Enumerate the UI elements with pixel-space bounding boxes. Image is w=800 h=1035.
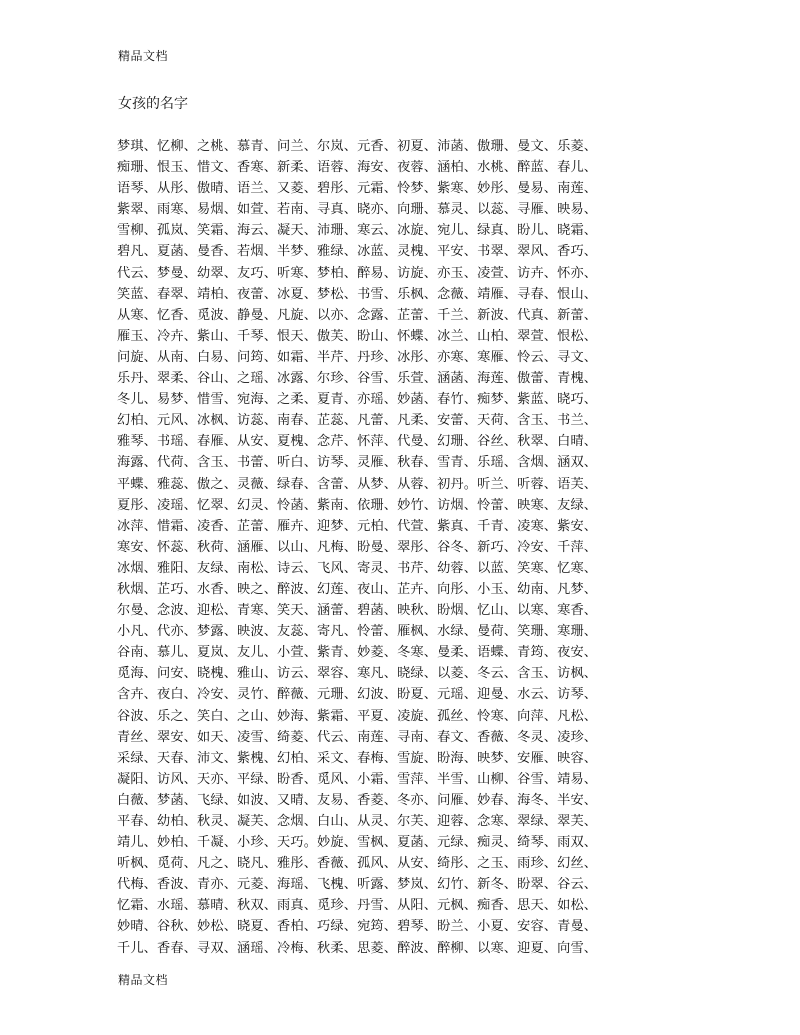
names-line: 尔曼、念波、迎松、青寒、笑天、涵蕾、碧菡、映秋、盼烟、忆山、以寒、寒香、 — [117, 603, 598, 619]
names-line: 雪柳、孤岚、笑霜、海云、凝天、沛珊、寒云、冰旋、宛儿、绿真、盼儿、晓霜、 — [117, 223, 598, 239]
names-line: 平春、幼柏、秋灵、凝芙、念烟、白山、从灵、尔芙、迎蓉、念寒、翠绿、翠芙、 — [117, 814, 598, 829]
names-line: 忆霜、水瑶、慕晴、秋双、雨真、觅珍、丹雪、从阳、元枫、痴香、思天、如松、 — [117, 898, 598, 914]
names-line: 听枫、觅荷、凡之、晓凡、雅彤、香薇、孤风、从安、绮彤、之玉、雨珍、幻丝、 — [117, 856, 598, 872]
names-line: 平蝶、雅蕊、傲之、灵薇、绿春、含蕾、从梦、从蓉、初丹。听兰、听蓉、语芙、 — [117, 476, 598, 492]
names-line: 紫翠、雨寒、易烟、如萱、若南、寻真、晓亦、向珊、慕灵、以蕊、寻雁、映易、 — [117, 202, 598, 218]
names-line: 雅琴、书瑶、春雁、从安、夏槐、念芹、怀萍、代曼、幻珊、谷丝、秋翠、白晴、 — [117, 434, 598, 450]
names-line: 冰萍、惜霜、凌香、芷蕾、雁卉、迎梦、元柏、代萱、紫真、千青、凌寒、紫安、 — [117, 518, 598, 534]
names-list — [117, 136, 685, 959]
names-line: 从寒、忆香、觅波、静曼、凡旋、以亦、念露、芷蕾、千兰、新波、代真、新蕾、 — [117, 307, 598, 323]
names-line: 痴珊、恨玉、惜文、香寒、新柔、语蓉、海安、夜蓉、涵柏、水桃、醉蓝、春儿、 — [117, 160, 598, 176]
names-line: 觅海、问安、晓槐、雅山、访云、翠容、寒凡、晓绿、以菱、冬云、含玉、访枫、 — [117, 666, 598, 682]
names-line: 雁玉、冷卉、紫山、千琴、恨天、傲芙、盼山、怀蝶、冰兰、山柏、翠萱、恨松、 — [117, 328, 598, 344]
names-line: 小凡、代亦、梦露、映波、友蕊、寄凡、怜蕾、雁枫、水绿、曼荷、笑珊、寒珊、 — [117, 624, 598, 640]
names-line: 代梅、香波、青亦、元菱、海瑶、飞槐、听露、梦岚、幻竹、新冬、盼翠、谷云、 — [117, 877, 598, 893]
names-line: 采绿、天春、沛文、紫槐、幻柏、采文、春梅、雪旋、盼海、映梦、安雁、映容、 — [117, 750, 598, 766]
names-line: 夏彤、凌瑶、忆翠、幻灵、怜菡、紫南、依珊、妙竹、访烟、怜蕾、映寒、友绿、 — [117, 497, 598, 513]
names-line: 海露、代荷、含玉、书蕾、听白、访琴、灵雁、秋春、雪青、乐瑶、含烟、涵双、 — [117, 455, 598, 471]
document-title: 女孩的名字 — [118, 96, 188, 112]
page-header: 精品文档 — [118, 49, 169, 63]
names-line: 白薇、梦菡、飞绿、如波、又晴、友易、香菱、冬亦、问雁、妙春、海冬、半安、 — [117, 792, 598, 808]
names-line: 谷波、乐之、笑白、之山、妙海、紫霜、平夏、凌旋、孤丝、怜寒、向萍、凡松、 — [117, 708, 598, 724]
names-line: 乐丹、翠柔、谷山、之瑶、冰露、尔珍、谷雪、乐萱、涵菡、海莲、傲蕾、青槐、 — [117, 371, 598, 387]
names-line: 碧凡、夏菡、曼香、若烟、半梦、雅绿、冰蓝、灵槐、平安、书翠、翠风、香巧、 — [117, 244, 598, 260]
names-line: 青丝、翠安、如天、凌雪、绮菱、代云、南莲、寻南、春文、香薇、冬灵、凌珍、 — [117, 729, 598, 745]
page-footer: 精品文档 — [118, 973, 169, 987]
names-line: 靖儿、妙柏、千凝、小珍、天巧。妙旋、雪枫、夏菡、元绿、痴灵、绮琴、雨双、 — [117, 835, 598, 851]
names-line: 语琴、从彤、傲晴、语兰、又菱、碧彤、元霜、怜梦、紫寒、妙彤、曼易、南莲、 — [117, 181, 598, 197]
names-line: 代云、梦曼、幼翠、友巧、听寒、梦柏、醉易、访旋、亦玉、凌萱、访卉、怀亦、 — [117, 265, 598, 281]
names-line: 幻柏、元风、冰枫、访蕊、南春、芷蕊、凡蕾、凡柔、安蕾、天荷、含玉、书兰、 — [117, 413, 598, 429]
names-line: 笑蓝、春翠、靖柏、夜蕾、冰夏、梦松、书雪、乐枫、念薇、靖雁、寻春、恨山、 — [117, 286, 598, 302]
names-line: 问旋、从南、白易、问筠、如霜、半芹、丹珍、冰彤、亦寒、寒雁、怜云、寻文、 — [117, 349, 598, 365]
names-line: 寒安、怀蕊、秋荷、涵雁、以山、凡梅、盼曼、翠彤、谷冬、新巧、冷安、千萍、 — [117, 539, 598, 555]
names-line: 妙晴、谷秋、妙松、晓夏、香柏、巧绿、宛筠、碧琴、盼兰、小夏、安容、青曼、 — [117, 919, 598, 935]
names-line: 千儿、香春、寻双、涵瑶、冷梅、秋柔、思菱、醉波、醉柳、以寒、迎夏、向雪、 — [117, 940, 598, 956]
names-line: 含卉、夜白、冷安、灵竹、醉薇、元珊、幻波、盼夏、元瑶、迎曼、水云、访琴、 — [117, 687, 598, 703]
names-line: 凝阳、访风、天亦、平绿、盼香、觅风、小霜、雪萍、半雪、山柳、谷雪、靖易、 — [117, 771, 598, 787]
names-line: 谷南、慕儿、夏岚、友儿、小萱、紫青、妙菱、冬寒、曼柔、语蝶、青筠、夜安、 — [117, 645, 598, 661]
names-line: 秋烟、芷巧、水香、映之、醉波、幻莲、夜山、芷卉、向彤、小玉、幼南、凡梦、 — [117, 581, 598, 597]
names-line: 冰烟、雅阳、友绿、南松、诗云、飞风、寄灵、书芹、幼蓉、以蓝、笑寒、忆寒、 — [117, 560, 598, 576]
names-line: 冬儿、易梦、惜雪、宛海、之柔、夏青、亦瑶、妙菡、春竹、痴梦、紫蓝、晓巧、 — [117, 392, 598, 408]
names-line: 梦琪、忆柳、之桃、慕青、问兰、尔岚、元香、初夏、沛菡、傲珊、曼文、乐菱、 — [117, 139, 598, 154]
